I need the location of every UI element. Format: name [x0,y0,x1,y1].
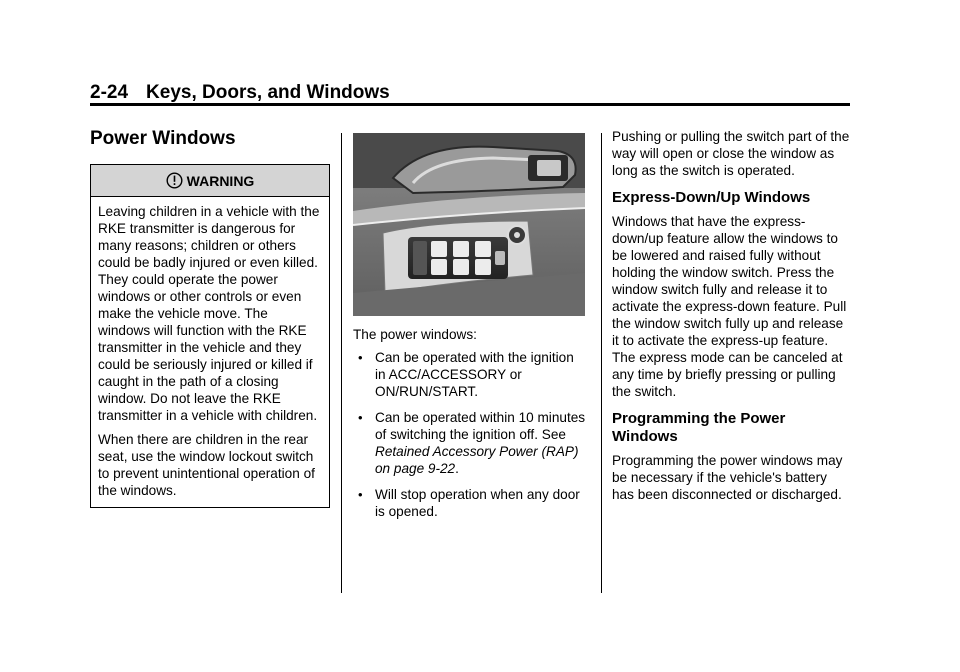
warning-icon [166,172,183,189]
warning-header [91,165,329,197]
power-windows-list [353,349,588,520]
programming-heading: Programming the Power Windows [612,410,786,445]
bullet-text-end: . [455,461,459,476]
bullet-text: Can be operated with the ignition in ACC/ACCESSORY or ON/RUN/START. [375,350,574,399]
switch-operation-paragraph: Pushing or pulling the switch part of the way will open or close the window as long as the switch is operated. [612,129,850,178]
list-item [353,486,588,520]
list-item [353,349,588,400]
door-window-switch-photo [353,133,585,316]
column-3 [612,128,852,511]
bullet-text: Will stop operation when any door is opened. [375,487,580,519]
column-2-text [353,326,588,520]
page-number: 2-24 [90,82,129,103]
warning-paragraph-1: Leaving children in a vehicle with the RKE transmitter is dangerous for many reasons; children or others could be badly injured or even killed. They could operate the power windows or other controls or even make the vehicle move. The windows will function with the RKE transmitter in the vehicle and they could be seriously injured or killed if caught in the path of a closing window. Do not leave the RKE transmitter in a vehicle with children. [98,204,320,423]
bullet-marker: • [358,487,363,502]
bullet-marker: • [358,410,363,425]
column-1 [90,128,330,508]
warning-box [90,164,330,508]
header-rule [90,103,850,106]
bullet-marker: • [358,350,363,365]
power-windows-intro: The power windows: [353,327,477,342]
bullet-text: Can be operated within 10 minutes of switching the ignition off. See [375,410,586,442]
column-2 [353,133,588,529]
warning-body [91,197,329,507]
list-item [353,409,588,477]
column-divider-right [601,133,602,593]
warning-label: WARNING [186,172,255,189]
cross-reference-link[interactable]: Retained Accessory Power (RAP) on page 9-22 [375,444,579,476]
warning-paragraph-2: When there are children in the rear seat, use the window lockout switch to prevent unintentional operation of the windows. [98,432,315,498]
page-header [90,82,390,104]
chapter-title: Keys, Doors, and Windows [146,82,390,103]
programming-paragraph: Programming the power windows may be necessary if the vehicle's battery has been disconnected or discharged. [612,453,843,502]
express-heading: Express-Down/Up Windows [612,189,811,206]
express-paragraph: Windows that have the express-down/up feature allow the windows to be lowered and raised fully without holding the window switch. Press the window switch fully and release it to activate the express-down feature. Pull the window switch fully up and release it to activate the express-up feature. The express mode can be canceled at any time by briefly pressing or pulling the switch. [612,214,847,399]
section-title: Power Windows [90,128,236,149]
column-divider-left [341,133,342,593]
